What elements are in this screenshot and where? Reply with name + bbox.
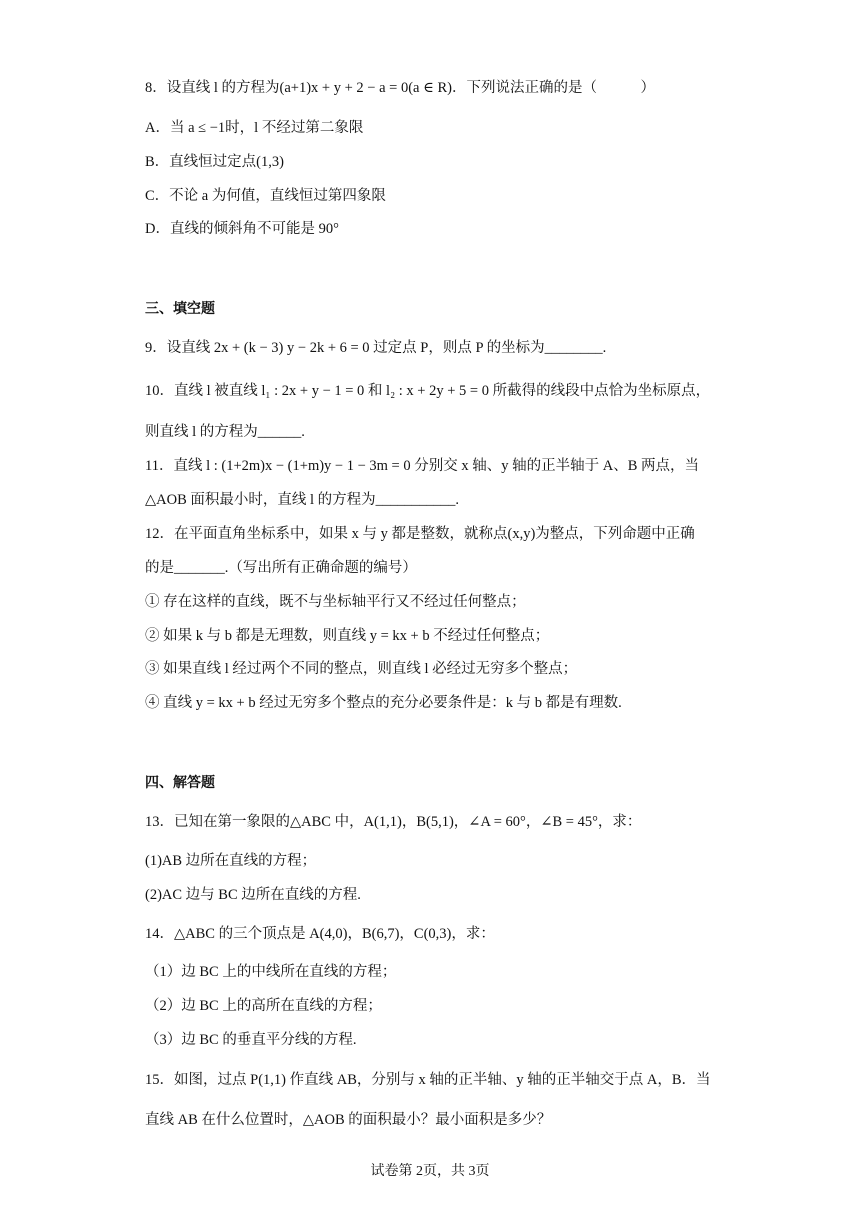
question-10-line-2: 则直线 l 的方程为______. — [145, 424, 305, 440]
question-12-line-2: 的是_______.（写出所有正确命题的编号） — [145, 560, 417, 576]
question-8-option-b: B．直线恒过定点(1,3) — [145, 154, 284, 170]
question-12-item-2: ② 如果 k 与 b 都是无理数，则直线 y = kx + b 不经过任何整点； — [145, 628, 550, 644]
question-15-line-1: 15．如图，过点 P(1,1) 作直线 AB，分别与 x 轴的正半轴、y 轴的正半轴交于点 A，B．当 — [145, 1072, 711, 1088]
question-8-stem: 8．设直线 l 的方程为(a+1)x + y + 2 − a = 0(a ∈ R)．下列说法正确的是（ ） — [145, 80, 655, 96]
question-14-stem: 14．△ABC 的三个顶点是 A(4,0)，B(6,7)，C(0,3)，求： — [145, 926, 495, 942]
question-11-line-1: 11．直线 l : (1+2m)x − (1+m)y − 1 − 3m = 0 分别交 x 轴、y 轴的正半轴于 A、B 两点，当 — [145, 458, 700, 474]
question-12-line-1: 12．在平面直角坐标系中，如果 x 与 y 都是整数，就称点(x,y)为整点，下列命题中正确 — [145, 526, 695, 542]
question-12-item-4: ④ 直线 y = kx + b 经过无穷多个整点的充分必要条件是：k 与 b 都是有理数. — [145, 695, 622, 711]
section-heading-fill-in: 三、填空题 — [145, 301, 215, 317]
question-12-item-3: ③ 如果直线 l 经过两个不同的整点，则直线 l 必经过无穷多个整点； — [145, 661, 578, 677]
question-8-option-d: D．直线的倾斜角不可能是 90° — [145, 221, 339, 237]
question-8-option-c: C．不论 a 为何值，直线恒过第四象限 — [145, 188, 386, 204]
question-8-option-a: A．当 a ≤ −1时，l 不经过第二象限 — [145, 120, 364, 136]
question-9: 9．设直线 2x + (k − 3) y − 2k + 6 = 0 过定点 P，则点 P 的坐标为________. — [145, 340, 607, 356]
page-footer: 试卷第 2页，共 3页 — [370, 1164, 490, 1179]
question-15-line-2: 直线 AB 在什么位置时，△AOB 的面积最小？最小面积是多少？ — [145, 1112, 552, 1128]
question-13-part-2: (2)AC 边与 BC 边所在直线的方程. — [145, 887, 361, 903]
question-13-stem: 13．已知在第一象限的△ABC 中，A(1,1)，B(5,1)，∠A = 60°，∠B = 45°，求： — [145, 814, 642, 830]
question-13-part-1: (1)AB 边所在直线的方程； — [145, 853, 317, 869]
section-heading-solve: 四、解答题 — [145, 775, 215, 791]
question-14-part-3: （3）边 BC 的垂直平分线的方程. — [145, 1032, 357, 1048]
question-14-part-1: （1）边 BC 上的中线所在直线的方程； — [145, 964, 397, 980]
question-11-line-2: △AOB 面积最小时，直线 l 的方程为___________. — [145, 492, 460, 508]
question-14-part-2: （2）边 BC 上的高所在直线的方程； — [145, 998, 382, 1014]
question-10-line-1: 10．直线 l 被直线 l₁ : 2x + y − 1 = 0 和 l₂ : x + 2y + 5 = 0 所截得的线段中点恰为坐标原点， — [145, 383, 711, 399]
question-12-item-1: ① 存在这样的直线，既不与坐标轴平行又不经过任何整点； — [145, 594, 526, 610]
